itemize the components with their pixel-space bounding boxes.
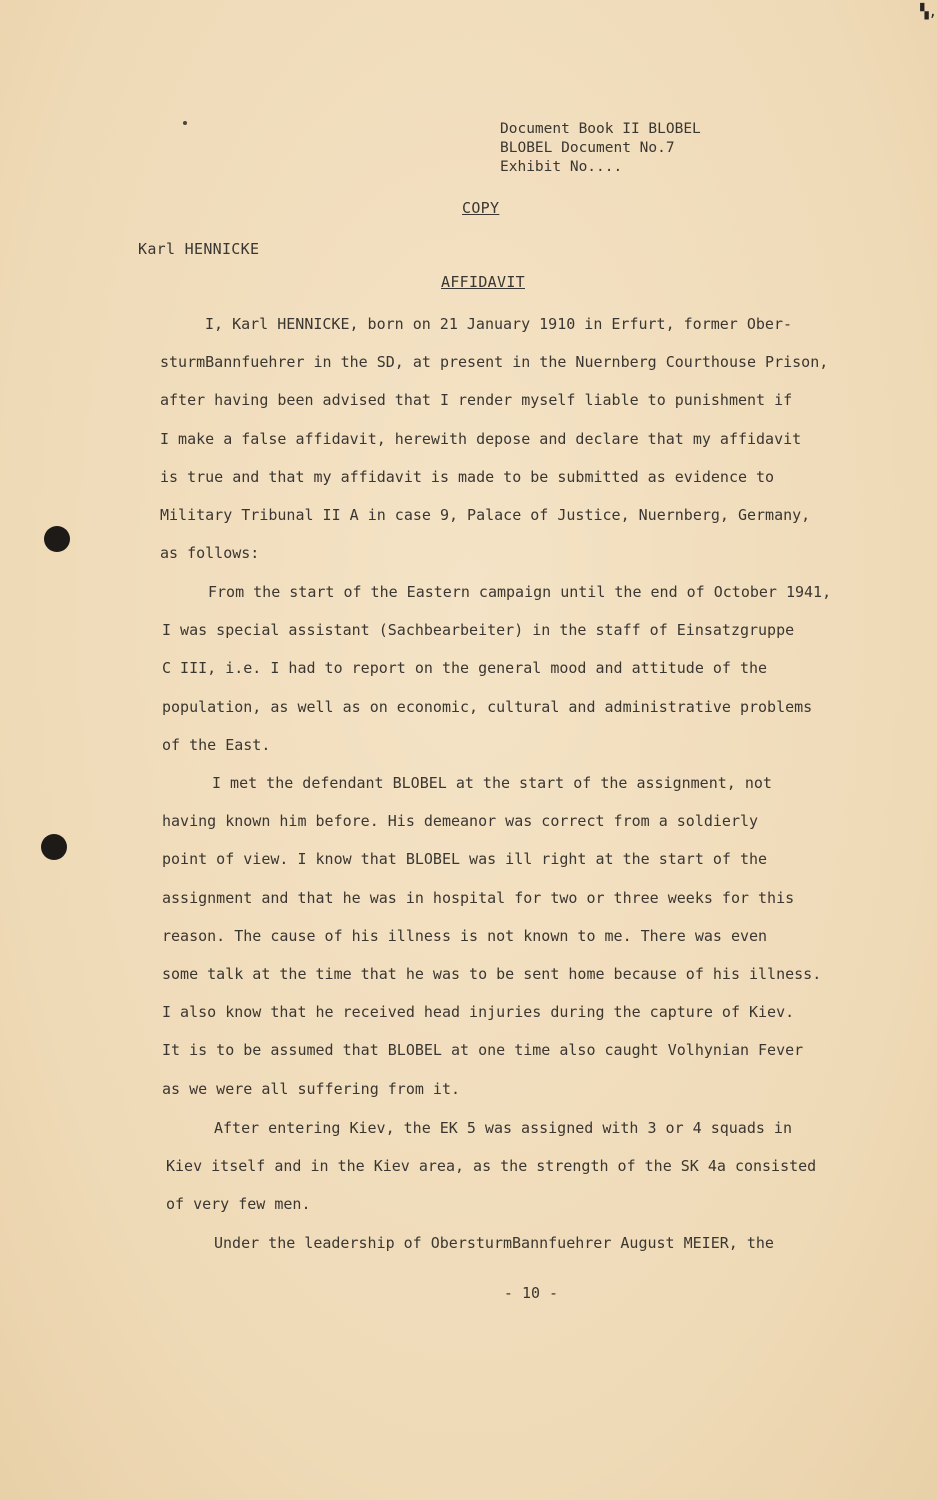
paragraph-1: [160, 305, 828, 572]
header-line-2: BLOBEL Document No.7: [500, 140, 675, 156]
paragraph-5: [166, 1224, 774, 1262]
paragraph-line: population, as well as on economic, cultural and administrative problems: [162, 697, 813, 716]
paragraph-line: I was special assistant (Sachbearbeiter) in the staff of Einsatzgruppe: [162, 621, 795, 640]
paragraph-line: It is to be assumed that BLOBEL at one time also caught Volhynian Fever: [162, 1041, 804, 1060]
paragraph-line: of the East.: [162, 735, 271, 754]
paragraph-line: Kiev itself and in the Kiev area, as the strength of the SK 4a consisted: [166, 1157, 817, 1176]
header-line-1: Document Book II BLOBEL: [500, 121, 701, 137]
paragraph-line: Under the leadership of ObersturmBannfuehrer August MEIER, the: [214, 1234, 774, 1252]
paragraph-line: having known him before. His demeanor was correct from a soldierly: [162, 812, 759, 831]
paragraph-line: I also know that he received head injuries during the capture of Kiev.: [162, 1003, 795, 1022]
page-number: - 10 -: [503, 1284, 559, 1302]
punch-hole-lower: [41, 834, 67, 860]
paragraph-2: [162, 573, 831, 764]
paragraph-line: I, Karl HENNICKE, born on 21 January 1910 in Erfurt, former Ober-: [205, 315, 792, 333]
paragraph-line: I make a false affidavit, herewith depose and declare that my affidavit: [160, 429, 802, 448]
punch-hole-upper: [44, 526, 70, 552]
paragraph-line: reason. The cause of his illness is not known to me. There was even: [162, 926, 768, 945]
copy-label: COPY: [462, 199, 500, 217]
paragraph-line: of very few men.: [166, 1195, 311, 1214]
header-line-3: Exhibit No....: [500, 159, 623, 175]
document-title: AFFIDAVIT: [441, 273, 525, 291]
corner-mark: ▚,: [920, 4, 937, 20]
paragraph-line: assignment and that he was in hospital for two or three weeks for this: [162, 888, 795, 907]
paragraph-line: C III, i.e. I had to report on the general mood and attitude of the: [162, 659, 768, 678]
paragraph-line: as follows:: [160, 544, 260, 563]
paragraph-line: point of view. I know that BLOBEL was ill right at the start of the: [162, 850, 768, 869]
paragraph-line: some talk at the time that he was to be sent home because of his illness.: [162, 965, 822, 984]
paragraph-line: after having been advised that I render myself liable to punishment if: [160, 391, 793, 410]
paragraph-line: sturmBannfuehrer in the SD, at present in the Nuernberg Courthouse Prison,: [160, 353, 829, 372]
document-header: [500, 120, 701, 177]
paragraph-line: From the start of the Eastern campaign until the end of October 1941,: [208, 583, 832, 601]
paragraph-3: [162, 764, 821, 1108]
paragraph-line: I met the defendant BLOBEL at the start of the assignment, not: [212, 774, 772, 792]
paragraph-line: is true and that my affidavit is made to be submitted as evidence to: [160, 467, 775, 486]
deponent-name: Karl HENNICKE: [138, 240, 260, 258]
paragraph-line: Military Tribunal II A in case 9, Palace of Justice, Nuernberg, Germany,: [160, 506, 811, 525]
paragraph-line: After entering Kiev, the EK 5 was assigned with 3 or 4 squads in: [214, 1119, 792, 1137]
paragraph-4: [166, 1109, 816, 1224]
paragraph-line: as we were all suffering from it.: [162, 1079, 461, 1098]
ink-dot: [183, 121, 187, 125]
